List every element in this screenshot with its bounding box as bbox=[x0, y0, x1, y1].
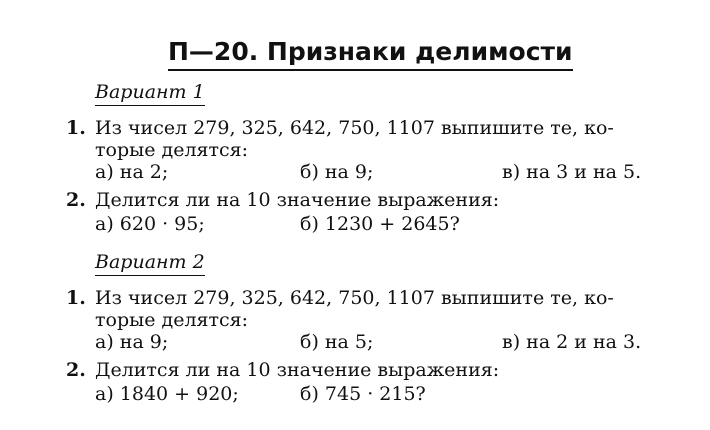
page-title: П—20. Признаки делимости bbox=[168, 36, 573, 71]
variant-2-task-1-option-a: а) на 9; bbox=[95, 331, 169, 353]
variant-1-heading: Вариант 1 bbox=[95, 80, 205, 106]
variant-2-task-2-option-b: б) 745 · 215? bbox=[300, 383, 426, 405]
variant-1-task-1-option-a: а) на 2; bbox=[95, 161, 169, 183]
variant-2-heading: Вариант 2 bbox=[95, 250, 205, 276]
variant-2-task-1-number: 1. bbox=[66, 287, 86, 309]
variant-1-task-1-line-1: Из чисел 279, 325, 642, 750, 1107 выпишите те, ко- bbox=[95, 117, 614, 139]
variant-1-task-2-option-a: а) 620 · 95; bbox=[95, 213, 205, 235]
variant-1-task-1-line-2: торые делятся: bbox=[95, 139, 249, 161]
variant-1-task-1-option-b: б) на 9; bbox=[300, 161, 374, 183]
variant-2-task-1-option-c: в) на 2 и на 3. bbox=[502, 331, 642, 353]
variant-2-task-2-number: 2. bbox=[66, 359, 86, 381]
variant-2-task-1-option-b: б) на 5; bbox=[300, 331, 374, 353]
variant-1-task-2-question: Делится ли на 10 значение выражения: bbox=[95, 189, 500, 211]
variant-2-task-1-line-2: торые делятся: bbox=[95, 309, 249, 331]
variant-1-task-2-number: 2. bbox=[66, 189, 86, 211]
variant-2-task-1-line-1: Из чисел 279, 325, 642, 750, 1107 выпишите те, ко- bbox=[95, 287, 614, 309]
variant-1-task-1-number: 1. bbox=[66, 117, 86, 139]
variant-1-task-2-option-b: б) 1230 + 2645? bbox=[300, 213, 460, 235]
variant-2-task-2-question: Делится ли на 10 значение выражения: bbox=[95, 359, 500, 381]
variant-1-task-1-option-c: в) на 3 и на 5. bbox=[502, 161, 642, 183]
variant-2-task-2-option-a: а) 1840 + 920; bbox=[95, 383, 239, 405]
